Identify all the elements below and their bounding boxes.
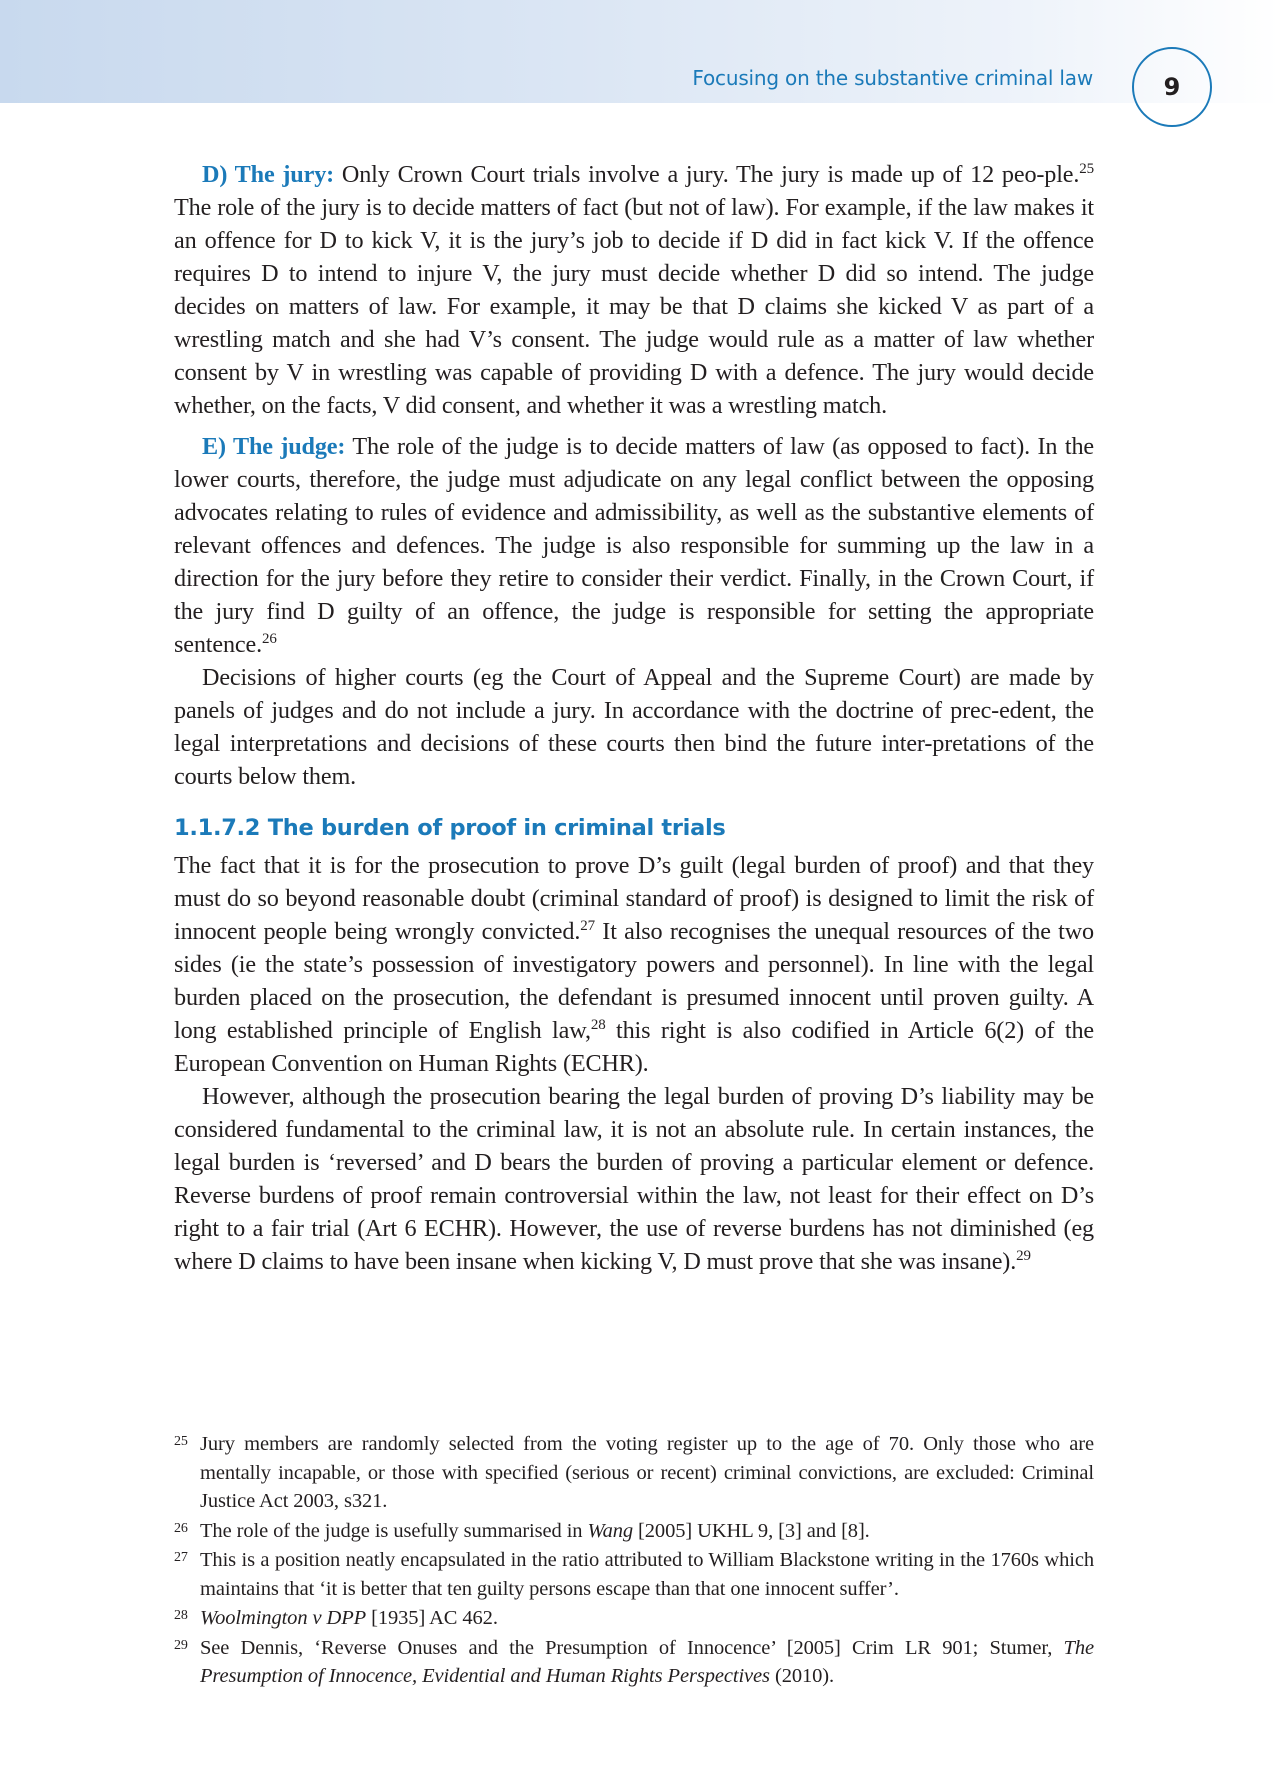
footnote-ref-25[interactable]: 25 [1079,161,1094,177]
footnote-text-continued: [2005] UKHL 9, [3] and [8]. [633,1519,870,1542]
paragraph-higher-courts: Decisions of higher courts (eg the Court of Appeal and the Supreme Court) are made by panels of judges and do not include a jury. In accordance with the doctrine of prec-edent, the legal interpretations and decisions of these courts then bind the future inter-pretations of the courts below them. [174,664,1094,790]
burden-text-1: The fact that it is for the prosecution to prove D’s guilt (legal burden of proof) and that they must do so beyond reasonable doubt (criminal standard of proof) is designed to limit the risk of innocent people being wrongly convicted. [174,852,1094,945]
footnote-29 [174,1634,1094,1691]
book-title: The Presumption of Innocence, Evidential and Human Rights Perspectives [200,1636,1094,1687]
burden-text-2: It also recognises the unequal resources of the two sides (ie the state’s possession of investigatory powers and personnel). In line with the legal burden placed on the prosecution, the defendant is presumed innocent until proven guilty. A long established principle of English law, [174,918,1094,1044]
page-number: 9 [1163,73,1181,101]
footnote-text: This is a position neatly encapsulated in the ratio attributed to William Blackstone writing in the 1760s which maintains that ‘it is better that ten guilty persons escape than that one innocent suffer’. [200,1549,1094,1600]
jury-lead-heading: D) The jury: [202,161,335,188]
footnote-text-continued: [1935] AC 462. [366,1607,498,1629]
page-number-badge [1132,47,1212,127]
footnote-number: 28 [174,1608,188,1623]
judge-lead-heading: E) The judge: [202,433,346,460]
footnote-ref-26[interactable]: 26 [261,631,277,647]
judge-text: The role of the judge is to decide matters of law (as opposed to fact). In the lower courts, therefore, the judge must adjudicate on any legal conflict between the opposing advocates relating to rules of evidence and admissibility, as well as the substantive elements of relevant offences and defences. The judge is also responsible for summing up the law in a direction for the jury before they retire to consider their verdict. Finally, in the Crown Court, if the jury find D guilty of an offence, the judge is responsible for setting the appropriate sentence. [174,433,1094,658]
case-name: Wang [587,1519,634,1542]
reverse-burden-text: However, although the prosecution bearing the legal burden of proving D’s liability may be considered fundamental to the criminal law, it is not an absolute rule. In certain instances, the legal burden is ‘reversed’ and D bears the burden of proving a particular element or defence. Reverse burdens of proof remain controversial within the law, not least for their effect on D’s right to a fair trial (Art 6 ECHR). However, the use of reverse burdens has not diminished (eg where D claims to have been insane when kicking V, D must prove that she was insane). [174,1083,1094,1275]
footnote-text-continued: (2010). [769,1665,835,1687]
footnote-text: The role of the judge is usefully summarised in [200,1519,588,1542]
footnote-number: 27 [174,1550,188,1565]
footnote-number: 25 [174,1434,188,1449]
jury-text: Only Crown Court trials involve a jury. The jury is made up of 12 peo-ple. [334,161,1080,188]
burden-text-3: this right is also codified in Article 6(2) of the European Convention on Human Rights (ECHR). [174,1017,1094,1077]
footnote-28 [174,1604,1094,1633]
footnote-ref-29[interactable]: 29 [1016,1248,1031,1264]
footnote-text: See Dennis, ‘Reverse Onuses and the Presumption of Innocence’ [2005] Crim LR 901; Stumer, [200,1636,1064,1659]
footnote-text: Jury members are randomly selected from the voting register up to the age of 70. Only those who are mentally incapable, or those with specified (serious or recent) criminal convictions, are excluded: Criminal Justice Act 2003, s321. [200,1433,1094,1512]
footnote-number: 29 [174,1637,188,1653]
paragraph-jury [174,158,1094,422]
footnotes [174,1430,1094,1692]
footnote-25 [174,1430,1094,1516]
paragraph-burden-of-proof [174,849,1094,1080]
footnote-number: 26 [174,1520,188,1536]
running-title: Focusing on the substantive criminal law [692,66,1093,90]
case-name: Woolmington v DPP [200,1607,367,1629]
paragraph-judge [174,430,1094,661]
section-heading: 1.1.7.2 The burden of proof in criminal trials [174,815,726,841]
footnote-26 [174,1517,1094,1546]
footnote-27 [174,1546,1094,1603]
main-body [174,158,1094,1278]
footnote-ref-28[interactable]: 28 [590,1017,606,1033]
paragraph-reverse-burden [174,1080,1094,1278]
jury-text-continued: The role of the jury is to decide matters of fact (but not of law). For example, if the law makes it an offence for D to kick V, it is the jury’s job to decide if D did in fact kick V. If the offence requires D to intend to injure V, the jury must decide whether D did so intend. The judge decides on matters of law. For example, it may be that D claims she kicked V as part of a wrestling match and she had V’s consent. The judge would rule as a matter of law whether consent by V in wrestling was capable of providing D with a defence. The jury would decide whether, on the facts, V did consent, and whether it was a wrestling match. [174,194,1094,419]
footnote-ref-27[interactable]: 27 [580,918,595,934]
